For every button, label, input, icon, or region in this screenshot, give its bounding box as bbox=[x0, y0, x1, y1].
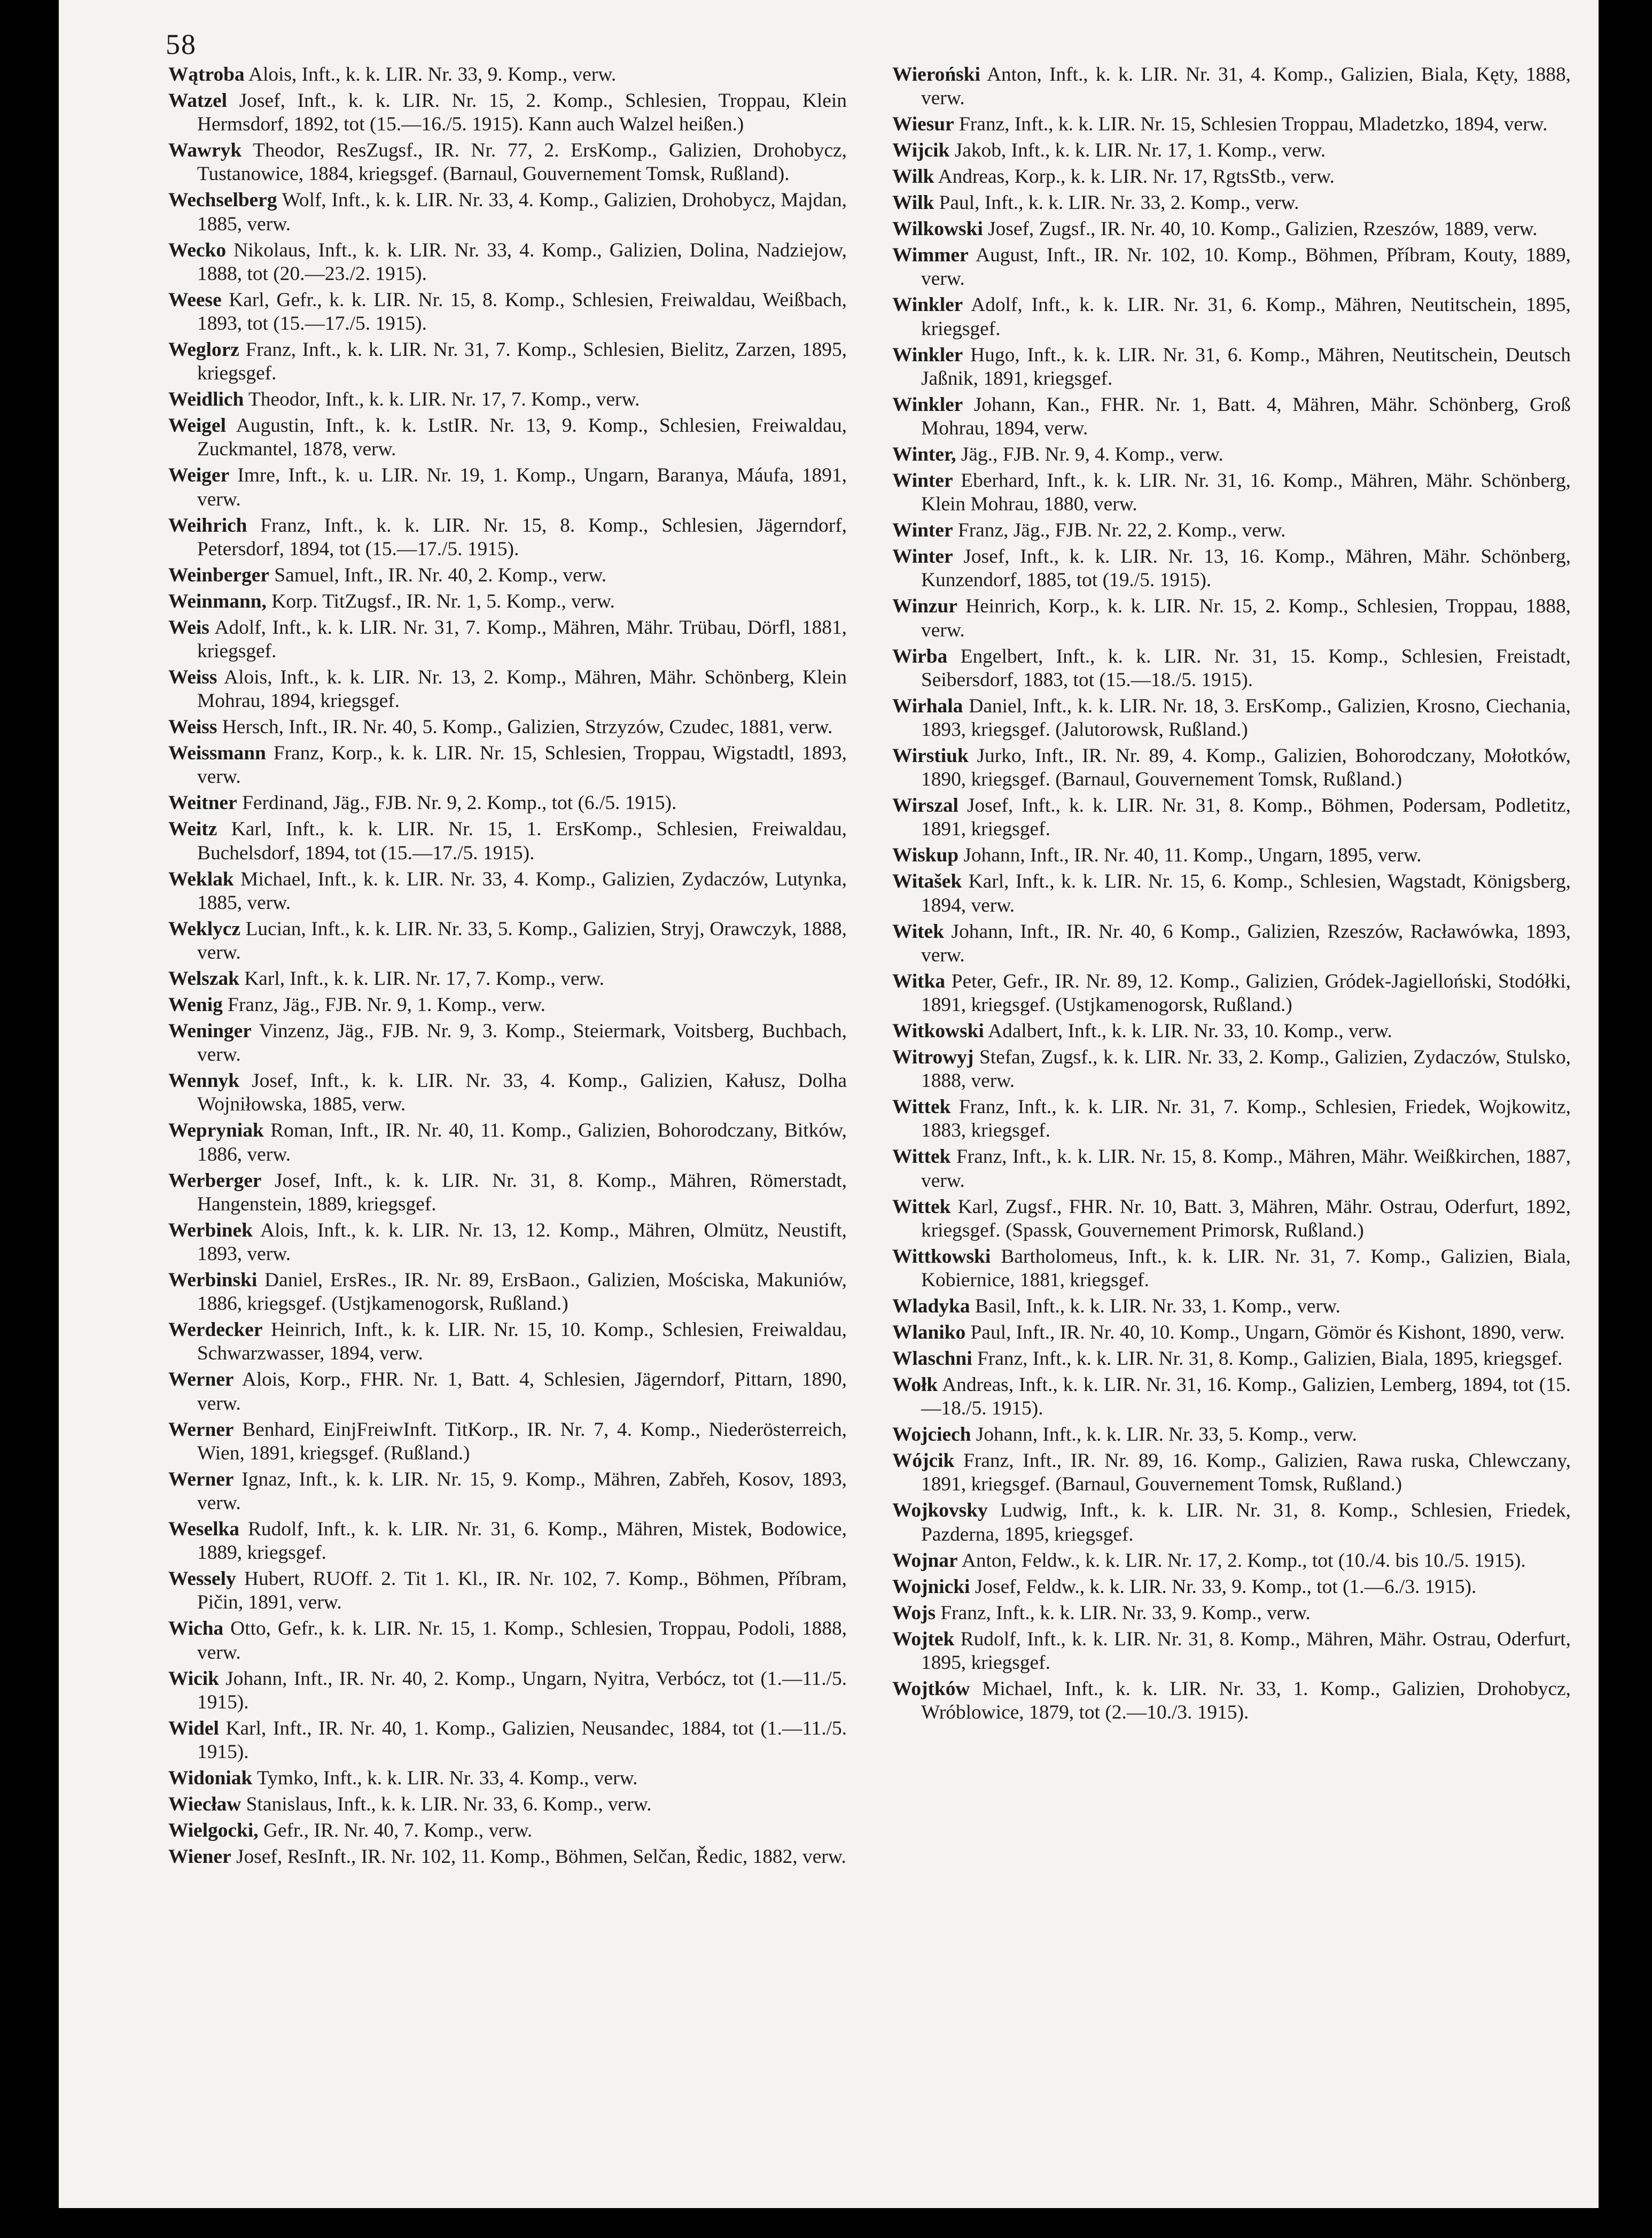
list-entry bbox=[168, 590, 847, 613]
entry-details: Karl, Inft., k. k. LIR. Nr. 15, 1. ErsKomp., Schlesien, Freiwaldau, Buchelsdorf, 1894, tot (15.—17./5. 1915). bbox=[197, 818, 847, 864]
entry-details: Karl, Inft., IR. Nr. 40, 1. Komp., Galizien, Neusandec, 1884, tot (1.—11./5. 1915). bbox=[197, 1717, 847, 1763]
entry-surname: Wiesur bbox=[892, 113, 954, 136]
entry-surname: Wojkovsky bbox=[892, 1499, 988, 1522]
list-entry bbox=[168, 967, 847, 991]
entry-details: Ferdinand, Jäg., FJB. Nr. 9, 2. Komp., tot (6./5. 1915). bbox=[237, 792, 677, 814]
entry-surname: Witašek bbox=[892, 871, 962, 893]
entry-surname: Winter bbox=[892, 546, 953, 568]
list-entry bbox=[892, 1449, 1571, 1496]
list-entry bbox=[168, 1667, 847, 1714]
list-entry bbox=[892, 844, 1571, 867]
entry-details: Karl, Inft., k. k. LIR. Nr. 15, 6. Komp., Schlesien, Wagstadt, Königsberg, 1894, verw. bbox=[921, 871, 1571, 916]
list-entry bbox=[892, 443, 1571, 467]
entry-surname: Weinberger bbox=[168, 564, 269, 586]
entry-details: Tymko, Inft., k. k. LIR. Nr. 33, 4. Komp., verw. bbox=[252, 1767, 638, 1790]
entry-details: Anton, Feldw., k. k. LIR. Nr. 17, 2. Komp., tot (10./4. bis 10./5. 1915). bbox=[957, 1549, 1526, 1572]
list-entry bbox=[168, 1468, 847, 1515]
list-entry bbox=[892, 1602, 1571, 1625]
entry-details: Josef, Inft., k. k. LIR. Nr. 15, 2. Komp., Schlesien, Troppau, Klein Hermsdorf, 1892, tot (15.—16./5. 1915). Kann auch Walzel heißen.) bbox=[197, 90, 847, 136]
entry-surname: Weese bbox=[168, 289, 222, 311]
list-entry bbox=[892, 1195, 1571, 1242]
entry-details: Roman, Inft., IR. Nr. 40, 11. Komp., Galizien, Bohorodczany, Bitków, 1886, verw. bbox=[197, 1120, 847, 1165]
list-entry bbox=[168, 1318, 847, 1365]
entry-surname: Wittek bbox=[892, 1146, 951, 1168]
list-entry bbox=[892, 1549, 1571, 1573]
document-page bbox=[59, 0, 1599, 2208]
list-entry bbox=[892, 1373, 1571, 1420]
entry-details: Hugo, Inft., k. k. LIR. Nr. 31, 6. Komp., Mähren, Neutitschein, Deutsch Jaßnik, 1891, kriegsgef. bbox=[921, 344, 1571, 390]
entry-details: Adolf, Inft., k. k. LIR. Nr. 31, 7. Komp., Mähren, Mähr. Trübau, Dörfl, 1881, kriegsgef. bbox=[197, 616, 847, 663]
list-entry bbox=[892, 1295, 1571, 1318]
entry-details: Adolf, Inft., k. k. LIR. Nr. 31, 6. Komp., Mähren, Neutitschein, 1895, kriegsgef. bbox=[921, 294, 1571, 340]
list-entry bbox=[168, 1717, 847, 1764]
entry-surname: Widoniak bbox=[168, 1767, 253, 1790]
entry-surname: Wieroński bbox=[892, 64, 980, 86]
entry-surname: Wołk bbox=[892, 1374, 938, 1396]
entry-details: Theodor, ResZugsf., IR. Nr. 77, 2. ErsKomp., Galizien, Drohobycz, Tustanowice, 1884, kriegsgef. (Barnaul, Gouvernement Tomsk, Rußland). bbox=[197, 139, 847, 185]
list-entry bbox=[892, 1677, 1571, 1724]
entry-surname: Wennyk bbox=[168, 1070, 240, 1092]
list-entry bbox=[168, 414, 847, 461]
entry-details: Josef, Feldw., k. k. LIR. Nr. 33, 9. Komp., tot (1.—6./3. 1915). bbox=[970, 1575, 1477, 1598]
list-entry bbox=[168, 1767, 847, 1790]
entry-surname: Winter bbox=[892, 519, 953, 542]
entry-surname: Weidlich bbox=[168, 388, 244, 411]
entry-surname: Werberger bbox=[168, 1169, 262, 1192]
entry-details: Franz, Jäg., FJB. Nr. 9, 1. Komp., verw. bbox=[222, 994, 546, 1016]
entry-details: Paul, Inft., IR. Nr. 40, 10. Komp., Ungarn, Gömör és Kishont, 1890, verw. bbox=[965, 1322, 1565, 1344]
entry-surname: Weissmann bbox=[168, 742, 266, 765]
entry-surname: Witrowyj bbox=[892, 1046, 974, 1069]
list-entry bbox=[892, 469, 1571, 516]
list-entry bbox=[892, 244, 1571, 291]
entry-surname: Wechselberg bbox=[168, 189, 277, 212]
entry-surname: Wojnar bbox=[892, 1549, 958, 1572]
entry-surname: Wirba bbox=[892, 645, 948, 667]
entry-details: Ludwig, Inft., k. k. LIR. Nr. 31, 8. Komp., Schlesien, Friedek, Pazderna, 1895, kriegsgef. bbox=[921, 1499, 1571, 1545]
list-entry bbox=[168, 388, 847, 411]
entry-details: Franz, Jäg., FJB. Nr. 22, 2. Komp., verw. bbox=[953, 519, 1286, 542]
entry-surname: Wijcik bbox=[892, 139, 950, 162]
entry-details: Adalbert, Inft., k. k. LIR. Nr. 33, 10. Komp., verw. bbox=[984, 1020, 1392, 1043]
entry-surname: Winter bbox=[892, 470, 953, 492]
entry-surname: Weigel bbox=[168, 415, 226, 437]
entry-surname: Wojtków bbox=[892, 1677, 970, 1700]
entry-surname: Wawryk bbox=[168, 139, 242, 162]
entry-surname: Weiger bbox=[168, 464, 230, 487]
entry-surname: Wojnicki bbox=[892, 1575, 970, 1598]
entry-details: Wolf, Inft., k. k. LIR. Nr. 33, 4. Komp., Galizien, Drohobycz, Majdan, 1885, verw. bbox=[197, 189, 847, 235]
entry-details: Stanislaus, Inft., k. k. LIR. Nr. 33, 6. Komp., verw. bbox=[241, 1793, 652, 1816]
list-entry bbox=[892, 139, 1571, 162]
list-entry bbox=[168, 1020, 847, 1067]
entry-details: Josef, Inft., k. k. LIR. Nr. 33, 4. Komp., Galizien, Kałusz, Dolha Wojniłowska, 1885, verw. bbox=[197, 1070, 847, 1116]
entry-details: Franz, Inft., k. k. LIR. Nr. 15, 8. Komp., Schlesien, Jägerndorf, Petersdorf, 1894, tot (15.—17./5. 1915). bbox=[197, 514, 847, 560]
list-entry bbox=[168, 289, 847, 336]
list-entry bbox=[168, 791, 847, 815]
list-entry bbox=[892, 1095, 1571, 1143]
entry-surname: Wittkowski bbox=[892, 1245, 991, 1268]
entry-surname: Wladyka bbox=[892, 1295, 970, 1318]
entry-details: Franz, Inft., k. k. LIR. Nr. 31, 7. Komp., Schlesien, Friedek, Wojkowitz, 1883, kriegsgef. bbox=[921, 1096, 1571, 1142]
entry-details: Franz, Inft., k. k. LIR. Nr. 15, Schlesien Troppau, Mladetzko, 1894, verw. bbox=[954, 113, 1548, 136]
entry-details: Nikolaus, Inft., k. k. LIR. Nr. 33, 4. Komp., Galizien, Dolina, Nadziejow, 1888, tot (20.—23./2. 1915). bbox=[197, 239, 847, 285]
entry-details: Alois, Inft., k. k. LIR. Nr. 13, 12. Komp., Mähren, Olmütz, Neustift, 1893, verw. bbox=[197, 1219, 847, 1265]
entry-surname: Weihrich bbox=[168, 514, 247, 537]
entry-details: Franz, Korp., k. k. LIR. Nr. 15, Schlesien, Troppau, Wigstadtl, 1893, verw. bbox=[197, 742, 847, 788]
entry-surname: Winkler bbox=[892, 294, 963, 316]
list-entry bbox=[892, 1628, 1571, 1675]
list-entry bbox=[892, 1423, 1571, 1447]
entry-surname: Witek bbox=[892, 920, 944, 943]
entry-surname: Wittek bbox=[892, 1195, 951, 1218]
entry-details: Heinrich, Inft., k. k. LIR. Nr. 15, 10. Komp., Schlesien, Freiwaldau, Schwarzwasser, 1894, verw. bbox=[197, 1319, 847, 1365]
list-entry bbox=[168, 742, 847, 789]
entry-details: Daniel, Inft., k. k. LIR. Nr. 18, 3. ErsKomp., Galizien, Krosno, Ciechania, 1893, kriegsgef. (Jalutorowsk, Rußland.) bbox=[921, 695, 1571, 741]
entry-surname: Wessely bbox=[168, 1568, 236, 1590]
list-entry bbox=[168, 1069, 847, 1116]
entry-details: Gefr., IR. Nr. 40, 7. Komp., verw. bbox=[258, 1820, 533, 1842]
entry-details: Theodor, Inft., k. k. LIR. Nr. 17, 7. Komp., verw. bbox=[244, 388, 640, 411]
entry-details: Anton, Inft., k. k. LIR. Nr. 31, 4. Komp., Galizien, Biala, Kęty, 1888, verw. bbox=[921, 64, 1571, 110]
entry-details: Engelbert, Inft., k. k. LIR. Nr. 31, 15. Komp., Schlesien, Freistadt, Seibersdorf, 1883, tot (15.—18./5. 1915). bbox=[921, 645, 1571, 691]
entry-details: Vinzenz, Jäg., FJB. Nr. 9, 3. Komp., Steiermark, Voitsberg, Buchbach, verw. bbox=[197, 1020, 847, 1066]
list-entry bbox=[892, 191, 1571, 215]
list-entry bbox=[168, 993, 847, 1017]
list-entry bbox=[168, 818, 847, 865]
entry-details: Franz, Inft., k. k. LIR. Nr. 33, 9. Komp., verw. bbox=[936, 1602, 1311, 1624]
list-entry bbox=[168, 63, 847, 87]
entry-details: Andreas, Inft., k. k. LIR. Nr. 31, 16. Komp., Galizien, Lemberg, 1894, tot (15.—18./5. 1915). bbox=[921, 1374, 1571, 1420]
entry-details: Josef, Inft., k. k. LIR. Nr. 13, 16. Komp., Mähren, Mähr. Schönberg, Kunzendorf, 1885, tot (19./5. 1915). bbox=[921, 546, 1571, 592]
entry-surname: Werbinski bbox=[168, 1269, 258, 1292]
entry-details: Josef, ResInft., IR. Nr. 102, 11. Komp., Böhmen, Selčan, Ředic, 1882, verw. bbox=[231, 1846, 846, 1868]
entry-surname: Welszak bbox=[168, 968, 239, 990]
entry-surname: Widel bbox=[168, 1717, 219, 1739]
list-entry bbox=[892, 63, 1571, 110]
list-entry bbox=[892, 519, 1571, 542]
list-entry bbox=[892, 645, 1571, 692]
list-entry bbox=[168, 1793, 847, 1816]
entry-details: Alois, Korp., FHR. Nr. 1, Batt. 4, Schlesien, Jägerndorf, Pittarn, 1890, verw. bbox=[197, 1369, 847, 1415]
list-entry bbox=[168, 564, 847, 587]
entry-surname: Wenig bbox=[168, 994, 223, 1016]
list-entry bbox=[168, 1418, 847, 1465]
entry-surname: Wojs bbox=[892, 1602, 936, 1624]
entry-surname: Werner bbox=[168, 1369, 234, 1391]
entry-surname: Weitz bbox=[168, 818, 217, 841]
entry-details: Franz, Inft., k. k. LIR. Nr. 15, 8. Komp., Mähren, Mähr. Weißkirchen, 1887, verw. bbox=[921, 1146, 1571, 1192]
list-entry bbox=[168, 1567, 847, 1614]
entry-details: Basil, Inft., k. k. LIR. Nr. 33, 1. Komp., verw. bbox=[970, 1295, 1341, 1318]
entry-surname: Weklak bbox=[168, 868, 234, 890]
entry-details: Andreas, Korp., k. k. LIR. Nr. 17, RgtsStb., verw. bbox=[934, 166, 1335, 188]
list-entry bbox=[168, 1368, 847, 1415]
entry-details: Daniel, ErsRes., IR. Nr. 89, ErsBaon., Galizien, Mościska, Makuniów, 1886, kriegsgef. (Ustjkamenogorsk, Rußland.) bbox=[197, 1269, 847, 1315]
entry-details: Karl, Inft., k. k. LIR. Nr. 17, 7. Komp., verw. bbox=[239, 968, 604, 990]
list-entry bbox=[168, 1617, 847, 1664]
list-entry bbox=[892, 595, 1571, 642]
entry-details: Josef, Inft., k. k. LIR. Nr. 31, 8. Komp., Mähren, Römerstadt, Hangenstein, 1889, kriegsgef. bbox=[197, 1169, 847, 1215]
entry-surname: Werbinek bbox=[168, 1219, 253, 1241]
left-column bbox=[168, 63, 847, 1871]
entry-details: Johann, Inft., IR. Nr. 40, 2. Komp., Ungarn, Nyitra, Verbócz, tot (1.—11./5. 1915). bbox=[197, 1667, 847, 1713]
entry-surname: Wilk bbox=[892, 192, 934, 214]
list-entry bbox=[892, 545, 1571, 592]
list-entry bbox=[892, 794, 1571, 841]
entry-surname: Weselka bbox=[168, 1518, 239, 1541]
entry-surname: Winkler bbox=[892, 393, 963, 416]
entry-surname: Wepryniak bbox=[168, 1120, 264, 1142]
list-entry bbox=[168, 239, 847, 286]
list-entry bbox=[892, 1145, 1571, 1192]
entry-surname: Wojtek bbox=[892, 1628, 955, 1650]
list-entry bbox=[168, 666, 847, 713]
entry-details: Jäg., FJB. Nr. 9, 4. Komp., verw. bbox=[956, 444, 1224, 466]
entry-details: Alois, Inft., k. k. LIR. Nr. 33, 9. Komp., verw. bbox=[244, 64, 617, 86]
entry-details: Rudolf, Inft., k. k. LIR. Nr. 31, 8. Komp., Mähren, Mähr. Ostrau, Oderfurt, 1895, kriegsgef. bbox=[921, 1628, 1571, 1674]
entry-details: Augustin, Inft., k. k. LstIR. Nr. 13, 9. Komp., Schlesien, Freiwaldau, Zuckmantel, 1878, verw. bbox=[197, 415, 847, 461]
entry-details: Heinrich, Korp., k. k. LIR. Nr. 15, 2. Komp., Schlesien, Troppau, 1888, verw. bbox=[921, 595, 1571, 641]
list-entry bbox=[892, 870, 1571, 917]
entry-details: Rudolf, Inft., k. k. LIR. Nr. 31, 6. Komp., Mähren, Mistek, Bodowice, 1889, kriegsgef. bbox=[197, 1518, 847, 1564]
list-entry bbox=[168, 1119, 847, 1166]
entry-surname: Wlaniko bbox=[892, 1322, 966, 1344]
entry-surname: Wirhala bbox=[892, 695, 963, 717]
entry-surname: Weklycz bbox=[168, 918, 240, 940]
list-entry bbox=[168, 139, 847, 186]
entry-details: Eberhard, Inft., k. k. LIR. Nr. 31, 16. Komp., Mähren, Mähr. Schönberg, Klein Mohrau, 1880, verw. bbox=[921, 470, 1571, 516]
list-entry bbox=[168, 338, 847, 385]
entry-surname: Weiss bbox=[168, 716, 217, 739]
entry-details: Johann, Kan., FHR. Nr. 1, Batt. 4, Mähren, Mähr. Schönberg, Groß Mohrau, 1894, verw. bbox=[921, 393, 1571, 440]
list-entry bbox=[168, 918, 847, 965]
entry-details: Josef, Inft., k. k. LIR. Nr. 31, 8. Komp., Böhmen, Podersam, Podletitz, 1891, kriegsgef. bbox=[921, 795, 1571, 841]
entry-details: Peter, Gefr., IR. Nr. 89, 12. Komp., Galizien, Gródek-Jagielloński, Stodółki, 1891, kriegsgef. (Ustjkamenogorsk, Rußland.) bbox=[921, 970, 1571, 1016]
entry-surname: Wittek bbox=[892, 1096, 951, 1118]
entry-details: Franz, Inft., k. k. LIR. Nr. 31, 7. Komp., Schlesien, Bielitz, Zarzen, 1895, kriegsgef. bbox=[197, 339, 847, 385]
list-entry bbox=[892, 1245, 1571, 1292]
entry-details: Josef, Zugsf., IR. Nr. 40, 10. Komp., Galizien, Rzeszów, 1889, verw. bbox=[983, 218, 1538, 240]
list-entry bbox=[168, 1219, 847, 1266]
entry-surname: Winter, bbox=[892, 444, 956, 466]
list-entry bbox=[168, 616, 847, 663]
entry-surname: Wicha bbox=[168, 1618, 224, 1640]
list-entry bbox=[168, 464, 847, 511]
list-entry bbox=[892, 1046, 1571, 1093]
entry-surname: Witkowski bbox=[892, 1020, 984, 1043]
entry-surname: Witka bbox=[892, 970, 946, 992]
entry-details: August, Inft., IR. Nr. 102, 10. Komp., Böhmen, Příbram, Kouty, 1889, verw. bbox=[921, 244, 1571, 290]
list-entry bbox=[892, 1321, 1571, 1345]
entry-details: Hubert, RUOff. 2. Tit 1. Kl., IR. Nr. 102, 7. Komp., Böhmen, Příbram, Pičin, 1891, verw. bbox=[197, 1568, 847, 1614]
entry-details: Bartholomeus, Inft., k. k. LIR. Nr. 31, 7. Komp., Galizien, Biala, Kobiernice, 1881, kriegsgef. bbox=[921, 1245, 1571, 1292]
entry-surname: Wątroba bbox=[168, 64, 245, 86]
entry-surname: Weis bbox=[168, 616, 209, 639]
list-entry bbox=[892, 293, 1571, 340]
entry-surname: Wilk bbox=[892, 166, 934, 188]
list-entry bbox=[892, 1347, 1571, 1371]
entry-details: Otto, Gefr., k. k. LIR. Nr. 15, 1. Komp., Schlesien, Troppau, Podoli, 1888, verw. bbox=[197, 1618, 847, 1664]
entry-surname: Weninger bbox=[168, 1020, 252, 1043]
entry-details: Michael, Inft., k. k. LIR. Nr. 33, 4. Komp., Galizien, Zydaczów, Lutynka, 1885, verw. bbox=[197, 868, 847, 914]
entry-surname: Wojciech bbox=[892, 1424, 971, 1446]
list-entry bbox=[892, 344, 1571, 391]
entry-details: Samuel, Inft., IR. Nr. 40, 2. Komp., verw. bbox=[269, 564, 607, 586]
entry-surname: Wecko bbox=[168, 239, 227, 261]
entry-details: Karl, Gefr., k. k. LIR. Nr. 15, 8. Komp., Schlesien, Freiwaldau, Weißbach, 1893, tot (15.—17./5. 1915). bbox=[197, 289, 847, 335]
entry-details: Johann, Inft., IR. Nr. 40, 6 Komp., Galizien, Rzeszów, Racławówka, 1893, verw. bbox=[921, 920, 1571, 966]
entry-details: Karl, Zugsf., FHR. Nr. 10, Batt. 3, Mähren, Mähr. Ostrau, Oderfurt, 1892, kriegsgef. (Spassk, Gouvernement Primorsk, Rußland.) bbox=[921, 1195, 1571, 1241]
list-entry bbox=[892, 165, 1571, 189]
entry-surname: Wiecław bbox=[168, 1793, 241, 1816]
entry-details: Franz, Inft., IR. Nr. 89, 16. Komp., Galizien, Rawa ruska, Chlewczany, 1891, kriegsgef. (Barnaul, Gouvernement Tomsk, Rußland.) bbox=[921, 1450, 1571, 1496]
entry-surname: Wilkowski bbox=[892, 218, 983, 240]
entry-surname: Weiss bbox=[168, 666, 217, 689]
entry-details: Alois, Inft., k. k. LIR. Nr. 13, 2. Komp., Mähren, Mähr. Schönberg, Klein Mohrau, 1894, kriegsgef. bbox=[197, 666, 847, 712]
list-entry bbox=[892, 113, 1571, 136]
list-entry bbox=[168, 1518, 847, 1565]
entry-details: Lucian, Inft., k. k. LIR. Nr. 33, 5. Komp., Galizien, Stryj, Orawczyk, 1888, verw. bbox=[197, 918, 847, 964]
list-entry bbox=[892, 217, 1571, 241]
entry-details: Benhard, EinjFreiwInft. TitKorp., IR. Nr. 7, 4. Komp., Niederösterreich, Wien, 1891, kriegsgef. (Rußland.) bbox=[197, 1418, 847, 1464]
right-column bbox=[892, 63, 1571, 1727]
entry-surname: Weinmann, bbox=[168, 590, 267, 612]
entry-details: Ignaz, Inft., k. k. LIR. Nr. 15, 9. Komp., Mähren, Zabřeh, Kosov, 1893, verw. bbox=[197, 1468, 847, 1514]
entry-surname: Wiskup bbox=[892, 844, 959, 867]
entry-surname: Weitner bbox=[168, 792, 237, 814]
page-number: 58 bbox=[166, 28, 197, 60]
list-entry bbox=[892, 920, 1571, 967]
entry-details: Michael, Inft., k. k. LIR. Nr. 33, 1. Komp., Galizien, Drohobycz, Wróblowice, 1879, tot (2.—10./3. 1915). bbox=[921, 1677, 1571, 1724]
list-entry bbox=[168, 1269, 847, 1316]
list-entry bbox=[168, 1819, 847, 1843]
entry-surname: Wlaschni bbox=[892, 1348, 972, 1370]
list-entry bbox=[168, 1845, 847, 1869]
list-entry bbox=[168, 868, 847, 915]
entry-surname: Werner bbox=[168, 1468, 234, 1490]
entry-surname: Werdecker bbox=[168, 1319, 263, 1341]
list-entry bbox=[892, 1575, 1571, 1599]
entry-surname: Wirstiuk bbox=[892, 745, 969, 767]
entry-details: Johann, Inft., IR. Nr. 40, 11. Komp., Ungarn, 1895, verw. bbox=[959, 844, 1422, 867]
list-entry bbox=[168, 514, 847, 561]
list-entry bbox=[168, 89, 847, 136]
entry-surname: Wicik bbox=[168, 1667, 219, 1690]
list-entry bbox=[892, 393, 1571, 440]
entry-surname: Wielgocki, bbox=[168, 1820, 259, 1842]
entry-surname: Wirszal bbox=[892, 795, 959, 817]
list-entry bbox=[168, 189, 847, 236]
entry-surname: Winkler bbox=[892, 344, 963, 366]
list-entry bbox=[892, 744, 1571, 791]
entry-surname: Werner bbox=[168, 1418, 234, 1441]
entry-details: Johann, Inft., k. k. LIR. Nr. 33, 5. Komp., verw. bbox=[971, 1424, 1357, 1446]
entry-details: Hersch, Inft., IR. Nr. 40, 5. Komp., Galizien, Strzyzów, Czudec, 1881, verw. bbox=[217, 716, 833, 739]
list-entry bbox=[892, 1499, 1571, 1546]
entry-details: Paul, Inft., k. k. LIR. Nr. 33, 2. Komp., verw. bbox=[934, 192, 1299, 214]
entry-details: Imre, Inft., k. u. LIR. Nr. 19, 1. Komp., Ungarn, Baranya, Máufa, 1891, verw. bbox=[197, 464, 847, 510]
entry-surname: Winzur bbox=[892, 595, 957, 618]
entry-surname: Weglorz bbox=[168, 339, 239, 361]
entry-details: Franz, Inft., k. k. LIR. Nr. 31, 8. Komp., Galizien, Biala, 1895, kriegsgef. bbox=[972, 1348, 1563, 1370]
entry-details: Korp. TitZugsf., IR. Nr. 1, 5. Komp., verw. bbox=[266, 590, 615, 612]
entry-surname: Watzel bbox=[168, 90, 228, 112]
entry-details: Jakob, Inft., k. k. LIR. Nr. 17, 1. Komp., verw. bbox=[949, 139, 1326, 162]
list-entry bbox=[892, 970, 1571, 1017]
list-entry bbox=[892, 1020, 1571, 1043]
list-entry bbox=[168, 1169, 847, 1216]
list-entry bbox=[168, 716, 847, 739]
entry-details: Jurko, Inft., IR. Nr. 89, 4. Komp., Galizien, Bohorodczany, Mołotków, 1890, kriegsgef. (Barnaul, Gouvernement Tomsk, Rußland.) bbox=[921, 745, 1571, 791]
entry-details: Stefan, Zugsf., k. k. LIR. Nr. 33, 2. Komp., Galizien, Zydaczów, Stulsko, 1888, verw. bbox=[921, 1046, 1571, 1092]
entry-surname: Wimmer bbox=[892, 244, 969, 267]
entry-surname: Wójcik bbox=[892, 1450, 955, 1472]
list-entry bbox=[892, 695, 1571, 742]
entry-surname: Wiener bbox=[168, 1846, 231, 1868]
